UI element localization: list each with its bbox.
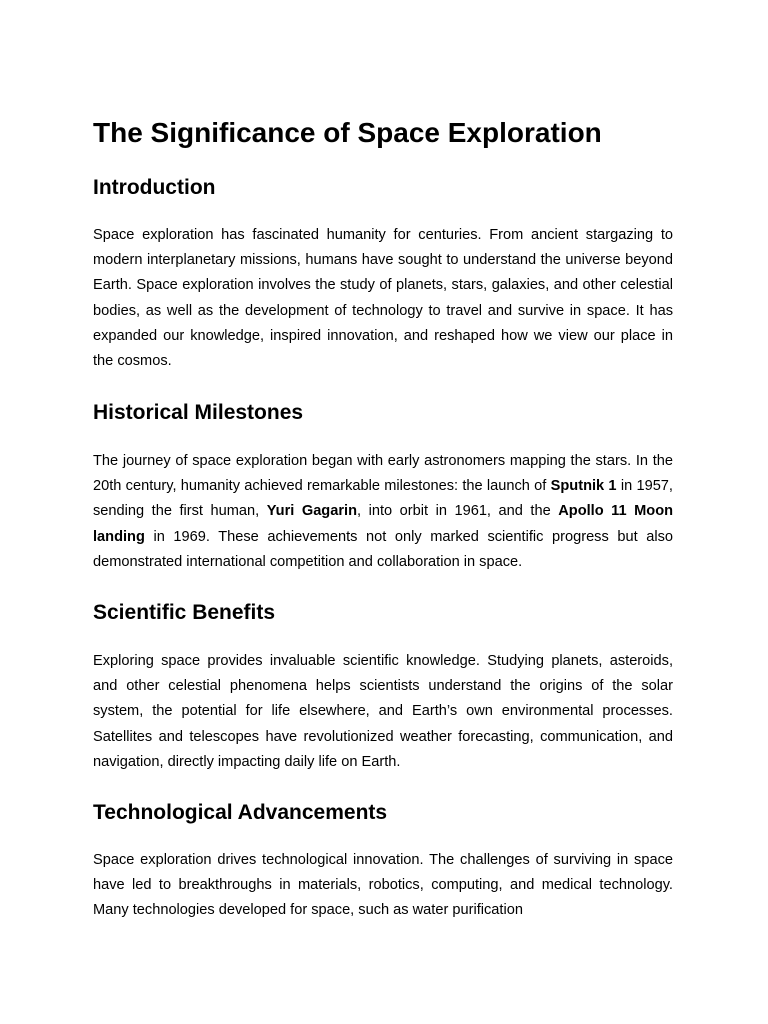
text-run: , into orbit in 1961, and the [357,503,559,520]
bold-apollo: Apollo 11 Moon landing [93,503,674,545]
bold-sputnik: Sputnik 1 [550,478,617,495]
bold-gagarin: Yuri Gagarin [266,503,357,520]
document-title: The Significance of Space Exploration [93,117,602,148]
text-run: in 1957, sending the first human, [93,478,673,520]
heading-scientific-benefits: Scientific Benefits [93,601,276,624]
heading-historical-milestones: Historical Milestones [93,401,304,424]
paragraph-technological-advancements: Space exploration drives technological innovation. The challenges of surviving in space have led to breakthroughs in materials, robotics, computing, and medical technology. Many technologies developed for space, such as water purification [93,852,673,919]
heading-technological-advancements: Technological Advancements [93,801,388,824]
paragraph-historical-milestones [93,449,673,575]
text-run: The journey of space exploration began with early astronomers mapping the stars. In the 20th century, humanity achieved remarkable milestones: the launch of [93,453,673,495]
paragraph-introduction: Space exploration has fascinated humanity for centuries. From ancient stargazing to modern interplanetary missions, humans have sought to understand the universe beyond Earth. Space exploration involves the study of planets, stars, galaxies, and other celestial bodies, as well as the development of technology to travel and survive in space. It has expanded our knowledge, inspired innovation, and reshaped how we view our place in the cosmos. [93,227,673,370]
heading-introduction: Introduction [93,176,216,199]
text-run: in 1969. These achievements not only marked scientific progress but also demonstrated international competition and collaboration in space. [93,528,673,570]
paragraph-scientific-benefits: Exploring space provides invaluable scientific knowledge. Studying planets, asteroids, and other celestial phenomena helps scientists understand the origins of the solar system, the potential for life elsewhere, and Earth’s own environmental processes. Satellites and telescopes have revolutionized weather forecasting, communication, and navigation, directly impacting daily life on Earth. [93,653,673,770]
